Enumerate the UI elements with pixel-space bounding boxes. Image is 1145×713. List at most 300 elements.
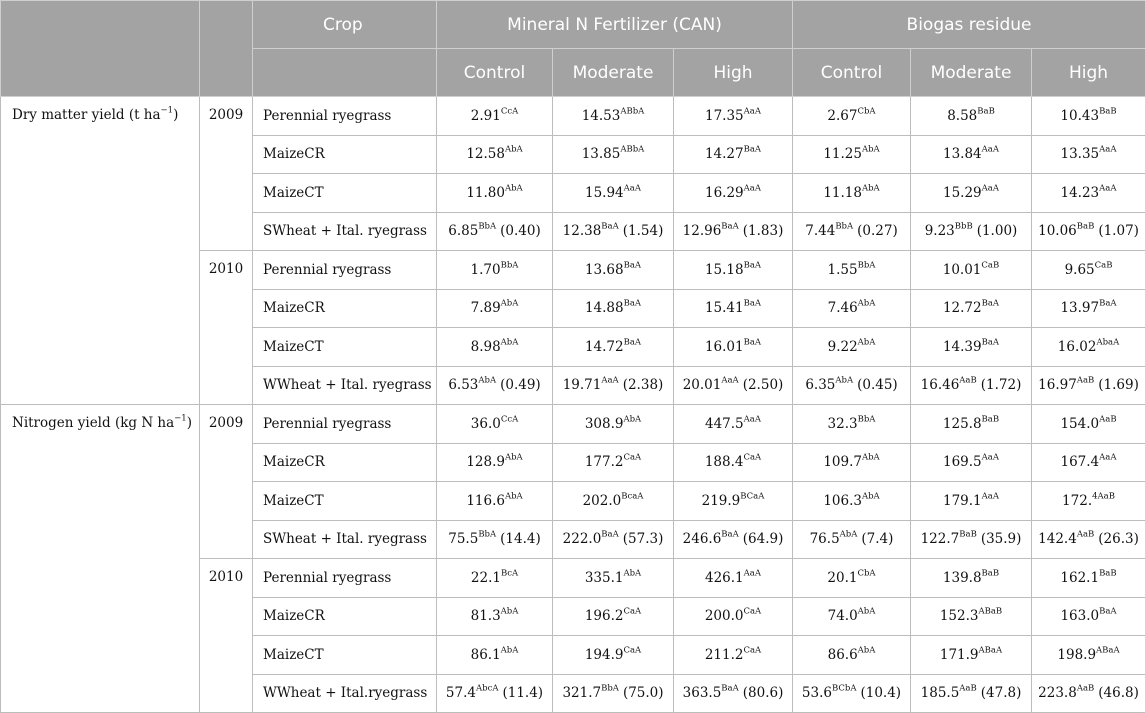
value-cell xyxy=(437,212,553,251)
significance-letters: BaB xyxy=(982,568,1000,578)
variable-text: Nitrogen yield (kg N ha xyxy=(12,415,174,431)
value-number: 9.23 xyxy=(925,223,955,239)
value-number: 13.85 xyxy=(582,146,621,162)
value-number: 188.4 xyxy=(705,454,744,470)
value-cell xyxy=(1032,559,1145,598)
value-number: 10.06 xyxy=(1038,223,1077,239)
value-cell xyxy=(553,135,674,174)
value-number: 81.3 xyxy=(471,608,501,624)
value-cell xyxy=(911,251,1032,290)
value-number: 12.38 xyxy=(563,223,602,239)
significance-letters: AbA xyxy=(858,337,876,347)
value-cell xyxy=(793,482,911,521)
value-cell xyxy=(793,559,911,598)
header-crop: Crop xyxy=(253,1,437,49)
value-cell xyxy=(437,251,553,290)
significance-letters: BaA xyxy=(624,260,641,270)
significance-letters: CaA xyxy=(743,645,761,655)
value-number: 14.53 xyxy=(582,108,621,124)
value-number: 74.0 xyxy=(828,608,858,624)
value-number: 194.9 xyxy=(585,647,624,663)
significance-letters: AaA xyxy=(744,568,761,578)
significance-letters: AaB xyxy=(1077,530,1094,540)
value-cell xyxy=(1032,289,1145,328)
significance-letters: CcA xyxy=(501,106,518,116)
value-number: 13.68 xyxy=(585,262,624,278)
value-cell xyxy=(1032,174,1145,213)
significance-letters: BaB xyxy=(959,530,977,540)
significance-letters: AbA xyxy=(478,376,496,386)
variable-text: Dry matter yield (t ha xyxy=(12,107,161,123)
significance-letters: AaA xyxy=(721,376,738,386)
significance-letters: BCbA xyxy=(832,684,857,694)
crop-label: WWheat + Ital. ryegrass xyxy=(253,366,437,405)
value-number: 162.1 xyxy=(1060,570,1099,586)
variable-text-end: ) xyxy=(173,107,178,123)
value-cell xyxy=(1032,366,1145,405)
value-cell xyxy=(674,482,793,521)
significance-letters: BaA xyxy=(624,299,641,309)
value-cell xyxy=(437,636,553,675)
value-number: 172. xyxy=(1062,493,1092,509)
year-label: 2010 xyxy=(200,559,253,713)
value-number: 8.58 xyxy=(947,108,977,124)
header-blank-year xyxy=(200,1,253,97)
value-cell xyxy=(553,97,674,136)
value-deviation: (7.4) xyxy=(861,531,893,547)
value-cell xyxy=(437,482,553,521)
value-number: 15.18 xyxy=(705,262,744,278)
value-cell xyxy=(1032,328,1145,367)
significance-letters: BaB xyxy=(1099,568,1117,578)
value-number: 14.88 xyxy=(585,300,624,316)
header-level: Moderate xyxy=(911,49,1032,97)
significance-letters: BaA xyxy=(1099,299,1116,309)
value-number: 223.8 xyxy=(1038,685,1077,701)
significance-letters: AaA xyxy=(982,491,999,501)
value-number: 75.5 xyxy=(448,531,478,547)
value-number: 86.6 xyxy=(828,647,858,663)
value-cell xyxy=(793,636,911,675)
value-deviation: (1.00) xyxy=(977,223,1018,239)
significance-letters: BCaA xyxy=(740,491,764,501)
value-cell xyxy=(1032,405,1145,444)
value-number: 196.2 xyxy=(585,608,624,624)
value-number: 12.58 xyxy=(466,146,505,162)
value-number: 9.22 xyxy=(828,339,858,355)
value-cell xyxy=(911,174,1032,213)
value-cell xyxy=(553,674,674,713)
value-cell xyxy=(911,443,1032,482)
significance-letters: ABbA xyxy=(620,106,644,116)
value-number: 12.72 xyxy=(943,300,982,316)
value-cell xyxy=(674,405,793,444)
value-number: 177.2 xyxy=(585,454,624,470)
value-cell xyxy=(1032,674,1145,713)
value-number: 11.80 xyxy=(466,185,505,201)
value-deviation: (46.8) xyxy=(1098,685,1139,701)
significance-letters: BcaA xyxy=(621,491,643,501)
variable-label xyxy=(1,97,200,405)
significance-letters: AbA xyxy=(858,299,876,309)
crop-label: SWheat + Ital. ryegrass xyxy=(253,212,437,251)
value-number: 109.7 xyxy=(823,454,862,470)
value-number: 2.67 xyxy=(827,108,857,124)
header-blank-variable xyxy=(1,1,200,97)
value-cell xyxy=(674,597,793,636)
value-deviation: (1.07) xyxy=(1098,223,1139,239)
value-cell xyxy=(553,559,674,598)
crop-label: MaizeCT xyxy=(253,174,437,213)
value-number: 16.02 xyxy=(1058,339,1097,355)
header-group-biogas: Biogas residue xyxy=(793,1,1145,49)
value-number: 222.0 xyxy=(563,531,602,547)
value-cell xyxy=(437,289,553,328)
significance-letters: BbA xyxy=(501,260,519,270)
value-deviation: (2.50) xyxy=(743,377,784,393)
value-number: 185.5 xyxy=(921,685,960,701)
value-deviation: (11.4) xyxy=(502,685,543,701)
value-cell xyxy=(911,366,1032,405)
value-number: 198.9 xyxy=(1057,647,1096,663)
crop-label: SWheat + Ital. ryegrass xyxy=(253,520,437,559)
value-cell xyxy=(911,674,1032,713)
value-cell xyxy=(793,674,911,713)
value-cell xyxy=(437,674,553,713)
value-cell xyxy=(437,559,553,598)
significance-letters: ABbA xyxy=(620,145,644,155)
value-cell xyxy=(553,636,674,675)
significance-letters: AaA xyxy=(624,183,641,193)
crop-label: MaizeCR xyxy=(253,289,437,328)
significance-letters: BaA xyxy=(721,530,738,540)
value-deviation: (0.45) xyxy=(857,377,898,393)
significance-letters: AbcA xyxy=(476,684,498,694)
value-number: 363.5 xyxy=(683,685,722,701)
value-cell xyxy=(674,674,793,713)
significance-letters: AaA xyxy=(744,414,761,424)
value-cell xyxy=(674,97,793,136)
value-number: 202.0 xyxy=(583,493,622,509)
value-number: 1.70 xyxy=(471,262,501,278)
value-number: 16.97 xyxy=(1038,377,1077,393)
value-cell xyxy=(793,289,911,328)
year-label: 2010 xyxy=(200,251,253,405)
crop-label: Perennial ryegrass xyxy=(253,251,437,290)
significance-letters: AbA xyxy=(862,453,880,463)
value-cell xyxy=(553,520,674,559)
value-number: 219.9 xyxy=(702,493,741,509)
value-deviation: (14.4) xyxy=(500,531,541,547)
value-cell xyxy=(674,520,793,559)
table-row xyxy=(1,97,1145,136)
significance-letters: AaB xyxy=(959,376,976,386)
crop-label: Perennial ryegrass xyxy=(253,559,437,598)
value-cell xyxy=(553,443,674,482)
value-cell xyxy=(553,366,674,405)
value-number: 7.46 xyxy=(828,300,858,316)
significance-letters: BbA xyxy=(478,222,496,232)
value-number: 139.8 xyxy=(943,570,982,586)
value-cell xyxy=(553,597,674,636)
header-row-groups xyxy=(1,1,1145,49)
value-number: 14.27 xyxy=(705,146,744,162)
value-deviation: (10.4) xyxy=(860,685,901,701)
significance-letters: BaA xyxy=(1099,607,1116,617)
value-number: 20.01 xyxy=(683,377,722,393)
header-level: High xyxy=(674,49,793,97)
value-number: 36.0 xyxy=(471,416,501,432)
significance-letters: AbA xyxy=(505,145,523,155)
value-number: 106.3 xyxy=(823,493,862,509)
crop-label: WWheat + Ital.ryegrass xyxy=(253,674,437,713)
significance-letters: BcA xyxy=(501,568,518,578)
significance-letters: AaB xyxy=(1077,684,1094,694)
significance-letters: BaA xyxy=(744,299,761,309)
crop-label: MaizeCT xyxy=(253,482,437,521)
significance-letters: BaB xyxy=(977,106,995,116)
value-number: 211.2 xyxy=(705,647,744,663)
value-cell xyxy=(793,251,911,290)
significance-letters: 4AaB xyxy=(1092,491,1115,501)
value-cell xyxy=(1032,520,1145,559)
value-number: 15.94 xyxy=(585,185,624,201)
header-level: Control xyxy=(437,49,553,97)
value-deviation: (35.9) xyxy=(981,531,1022,547)
value-cell xyxy=(553,328,674,367)
significance-letters: CcA xyxy=(501,414,518,424)
value-cell xyxy=(1032,212,1145,251)
value-cell xyxy=(793,597,911,636)
value-number: 246.6 xyxy=(683,531,722,547)
value-cell xyxy=(793,405,911,444)
value-number: 16.46 xyxy=(921,377,960,393)
significance-letters: BaB xyxy=(1099,106,1117,116)
variable-unit-exponent: −1 xyxy=(174,414,187,424)
value-number: 163.0 xyxy=(1060,608,1099,624)
value-number: 16.01 xyxy=(705,339,744,355)
value-number: 7.89 xyxy=(471,300,501,316)
value-deviation: (2.38) xyxy=(623,377,664,393)
value-number: 122.7 xyxy=(921,531,960,547)
value-number: 8.98 xyxy=(471,339,501,355)
variable-unit-exponent: −1 xyxy=(161,106,174,116)
value-number: 308.9 xyxy=(585,416,624,432)
value-cell xyxy=(793,443,911,482)
crop-label: Perennial ryegrass xyxy=(253,405,437,444)
value-cell xyxy=(674,212,793,251)
value-cell xyxy=(437,135,553,174)
value-number: 19.71 xyxy=(563,377,602,393)
significance-letters: AaA xyxy=(1099,183,1116,193)
value-cell xyxy=(553,251,674,290)
value-cell xyxy=(437,366,553,405)
header-group-mineral: Mineral N Fertilizer (CAN) xyxy=(437,1,793,49)
significance-letters: CaB xyxy=(981,260,999,270)
significance-letters: BbA xyxy=(835,222,853,232)
significance-letters: AbA xyxy=(862,145,880,155)
value-deviation: (47.8) xyxy=(981,685,1022,701)
value-deviation: (1.69) xyxy=(1098,377,1139,393)
value-cell xyxy=(1032,597,1145,636)
value-number: 167.4 xyxy=(1061,454,1100,470)
crop-label: MaizeCR xyxy=(253,597,437,636)
value-number: 11.18 xyxy=(823,185,862,201)
value-number: 13.84 xyxy=(943,146,982,162)
significance-letters: AbA xyxy=(835,376,853,386)
significance-letters: BbA xyxy=(601,684,619,694)
crop-label: MaizeCT xyxy=(253,328,437,367)
value-number: 2.91 xyxy=(471,108,501,124)
value-cell xyxy=(437,443,553,482)
significance-letters: CaA xyxy=(743,453,761,463)
significance-letters: AaA xyxy=(1099,453,1116,463)
value-deviation: (57.3) xyxy=(623,531,664,547)
significance-letters: AaA xyxy=(601,376,618,386)
value-number: 22.1 xyxy=(471,570,501,586)
value-number: 426.1 xyxy=(705,570,744,586)
value-deviation: (0.40) xyxy=(500,223,541,239)
value-cell xyxy=(553,405,674,444)
header-level: Control xyxy=(793,49,911,97)
significance-letters: AaA xyxy=(982,145,999,155)
significance-letters: AbaA xyxy=(1096,337,1119,347)
value-cell xyxy=(674,443,793,482)
value-number: 14.23 xyxy=(1061,185,1100,201)
value-deviation: (0.27) xyxy=(857,223,898,239)
table-body xyxy=(1,97,1145,713)
value-cell xyxy=(553,212,674,251)
value-deviation: (64.9) xyxy=(743,531,784,547)
table-row xyxy=(1,405,1145,444)
value-deviation: (1.54) xyxy=(623,223,664,239)
significance-letters: BaA xyxy=(744,145,761,155)
value-number: 17.35 xyxy=(705,108,744,124)
value-number: 20.1 xyxy=(827,570,857,586)
value-cell xyxy=(911,328,1032,367)
value-cell xyxy=(911,289,1032,328)
significance-letters: AaB xyxy=(1099,414,1116,424)
significance-letters: AaA xyxy=(982,453,999,463)
significance-letters: BbA xyxy=(478,530,496,540)
value-number: 57.4 xyxy=(446,685,476,701)
value-deviation: (0.49) xyxy=(500,377,541,393)
significance-letters: CaA xyxy=(623,607,641,617)
significance-letters: BaA xyxy=(744,260,761,270)
value-cell xyxy=(674,289,793,328)
significance-letters: BaA xyxy=(601,222,618,232)
crop-label: Perennial ryegrass xyxy=(253,97,437,136)
value-number: 1.55 xyxy=(828,262,858,278)
value-cell xyxy=(793,328,911,367)
significance-letters: AbA xyxy=(501,337,519,347)
significance-letters: CaA xyxy=(623,645,641,655)
value-cell xyxy=(1032,636,1145,675)
value-number: 15.41 xyxy=(705,300,744,316)
value-cell xyxy=(911,212,1032,251)
significance-letters: BaA xyxy=(721,222,738,232)
significance-letters: AbA xyxy=(858,607,876,617)
significance-letters: BaA xyxy=(982,299,999,309)
value-number: 53.6 xyxy=(802,685,832,701)
value-number: 6.85 xyxy=(448,223,478,239)
value-number: 11.25 xyxy=(823,146,862,162)
value-deviation: (75.0) xyxy=(623,685,664,701)
value-number: 154.0 xyxy=(1060,416,1099,432)
value-cell xyxy=(674,174,793,213)
value-number: 14.39 xyxy=(943,339,982,355)
significance-letters: AaB xyxy=(1077,376,1094,386)
significance-letters: AbA xyxy=(505,453,523,463)
value-cell xyxy=(1032,97,1145,136)
value-cell xyxy=(911,636,1032,675)
value-number: 86.1 xyxy=(471,647,501,663)
value-number: 10.43 xyxy=(1060,108,1099,124)
value-cell xyxy=(437,174,553,213)
value-cell xyxy=(793,212,911,251)
value-number: 15.29 xyxy=(943,185,982,201)
value-number: 447.5 xyxy=(705,416,744,432)
value-cell xyxy=(793,135,911,174)
value-cell xyxy=(911,482,1032,521)
significance-letters: AbA xyxy=(862,491,880,501)
value-cell xyxy=(437,97,553,136)
significance-letters: AbA xyxy=(858,645,876,655)
value-deviation: (26.3) xyxy=(1098,531,1139,547)
value-cell xyxy=(793,366,911,405)
value-cell xyxy=(437,520,553,559)
value-cell xyxy=(674,328,793,367)
value-number: 10.01 xyxy=(943,262,982,278)
significance-letters: BbA xyxy=(858,260,876,270)
value-cell xyxy=(911,520,1032,559)
value-cell xyxy=(1032,251,1145,290)
value-number: 200.0 xyxy=(705,608,744,624)
value-number: 152.3 xyxy=(940,608,979,624)
value-cell xyxy=(553,289,674,328)
significance-letters: AaA xyxy=(744,183,761,193)
value-deviation: (80.6) xyxy=(743,685,784,701)
significance-letters: CaA xyxy=(623,453,641,463)
value-number: 116.6 xyxy=(466,493,505,509)
significance-letters: AbA xyxy=(501,607,519,617)
value-cell xyxy=(437,405,553,444)
value-cell xyxy=(553,174,674,213)
significance-letters: ABaA xyxy=(979,645,1003,655)
variable-label xyxy=(1,405,200,713)
significance-letters: BaA xyxy=(601,530,618,540)
value-number: 9.65 xyxy=(1065,262,1095,278)
value-number: 13.35 xyxy=(1061,146,1100,162)
significance-letters: BaA xyxy=(982,337,999,347)
significance-letters: AaA xyxy=(982,183,999,193)
value-cell xyxy=(674,559,793,598)
value-number: 14.72 xyxy=(585,339,624,355)
significance-letters: AaB xyxy=(959,684,976,694)
value-number: 179.1 xyxy=(943,493,982,509)
header-level: High xyxy=(1032,49,1145,97)
value-cell xyxy=(911,97,1032,136)
value-cell xyxy=(911,597,1032,636)
value-number: 171.9 xyxy=(940,647,979,663)
value-cell xyxy=(911,559,1032,598)
crop-label: MaizeCT xyxy=(253,636,437,675)
significance-letters: BaA xyxy=(721,684,738,694)
value-cell xyxy=(1032,443,1145,482)
year-label: 2009 xyxy=(200,97,253,251)
value-cell xyxy=(674,636,793,675)
significance-letters: CaA xyxy=(743,607,761,617)
